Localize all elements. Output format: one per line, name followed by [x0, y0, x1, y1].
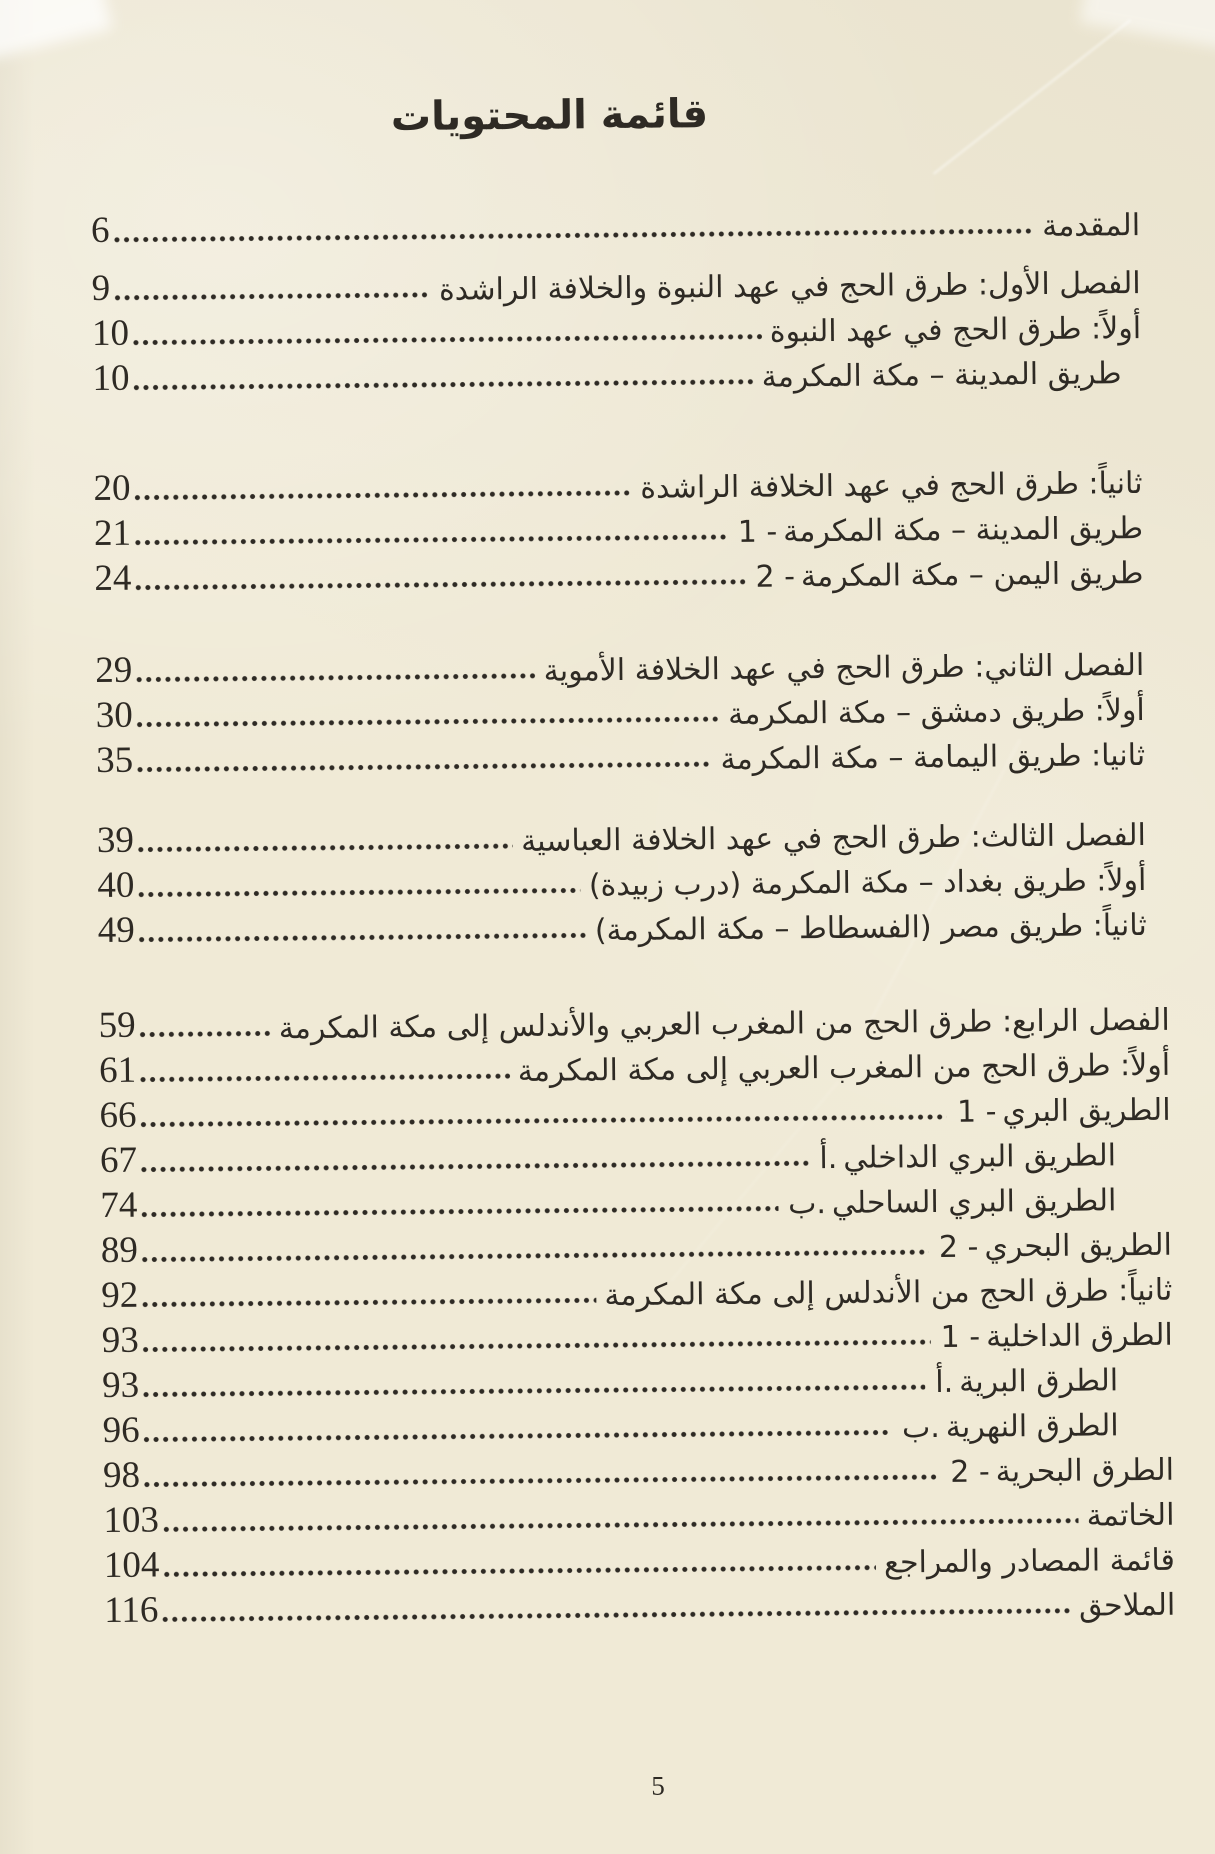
page-content [89, 0, 1176, 1854]
toc-entry [104, 1579, 1175, 1634]
toc-entry-page: 96 [102, 1409, 140, 1452]
toc-entry-page: 49 [97, 909, 135, 952]
toc-group [91, 199, 1140, 254]
toc-entry-page: 93 [101, 1319, 139, 1362]
toc-entry-title: طريق المدينة – مكة المكرمة [783, 510, 1144, 549]
dot-leader [136, 886, 581, 898]
dot-leader [137, 931, 587, 943]
dot-leader [112, 291, 431, 302]
toc-entry-title: الخاتمة [1086, 1497, 1175, 1534]
toc-entry-title: قائمة المصادر والمراجع [883, 1542, 1176, 1581]
toc-entry-page: 98 [102, 1454, 141, 1497]
toc-entry-title: الطريق البحري [984, 1227, 1173, 1265]
toc-entry-page: 10 [92, 357, 130, 400]
toc-entry-page: 61 [98, 1049, 137, 1092]
toc-entry-title: الطريق البري الساحلي [831, 1182, 1117, 1221]
toc-group [98, 994, 1175, 1634]
toc-entry-title: الفصل الأول: طرق الحج في عهد النبوة والخلافة الراشدة [438, 265, 1141, 308]
toc-entry-title: أولاً: طرق الحج من المغرب العربي إلى مكة المكرمة [517, 1047, 1171, 1089]
toc-entry-title: الطريق البري [1002, 1092, 1171, 1129]
dot-leader [133, 489, 633, 502]
toc-entry-page: 116 [104, 1589, 159, 1631]
table-of-contents [90, 199, 1176, 1634]
toc-entry-prefix: 1 - [956, 1093, 997, 1130]
dot-leader [133, 578, 745, 592]
toc-entry-page: 20 [93, 467, 131, 510]
dot-leader [140, 1296, 596, 1308]
toc-entry-prefix: ب. [787, 1185, 827, 1221]
toc-entry-prefix: أ. [935, 1364, 954, 1400]
toc-entry-page: 40 [97, 864, 135, 907]
toc-entry-page: 59 [98, 1004, 136, 1047]
toc-entry-page: 93 [101, 1364, 140, 1407]
dot-leader [142, 1473, 940, 1489]
toc-entry-title: ثانيا: طريق اليمامة – مكة المكرمة [720, 737, 1146, 777]
toc-entry-page: 89 [100, 1229, 139, 1272]
dot-leader [138, 1072, 510, 1084]
toc-entry-title: ثانياً: طرق الحج في عهد الخلافة الراشدة [640, 465, 1143, 506]
toc-entry-title: طريق اليمن – مكة المكرمة [800, 555, 1144, 594]
toc-entry-prefix: 1 - [940, 1319, 981, 1355]
toc-entry-page: 103 [103, 1499, 160, 1541]
dot-leader [135, 760, 712, 774]
dot-leader [141, 1338, 931, 1354]
toc-entry-prefix: 2 - [755, 558, 796, 595]
toc-entry-prefix: 2 - [938, 1229, 979, 1265]
dot-leader [131, 333, 762, 347]
toc-entry-title: الفصل الثاني: طرق الحج في عهد الخلافة الأموية [543, 647, 1145, 689]
dot-leader [132, 378, 754, 392]
toc-entry-title: ثانياً: طرق الحج من الأندلس إلى مكة المكرمة [604, 1272, 1173, 1313]
toc-entry [91, 199, 1140, 254]
dot-leader [140, 1248, 929, 1264]
toc-entry-title: المقدمة [1041, 207, 1141, 244]
toc-entry-title: الطريق البري الداخلي [843, 1137, 1117, 1176]
toc-entry-prefix: أ. [819, 1140, 838, 1176]
toc-entry-page: 74 [100, 1184, 138, 1227]
dot-leader [161, 1517, 1079, 1534]
toc-group [97, 809, 1147, 954]
dot-leader [142, 1428, 892, 1443]
page-title: قائمة المحتويات [390, 91, 709, 141]
toc-entry-page: 104 [103, 1544, 160, 1586]
dot-leader [161, 1564, 876, 1579]
toc-entry-page: 29 [95, 649, 133, 692]
toc-entry-page: 9 [91, 267, 111, 310]
dot-leader [112, 227, 1035, 244]
toc-entry [98, 899, 1147, 954]
toc-entry [92, 347, 1141, 402]
toc-entry-page: 21 [93, 512, 132, 555]
toc-entry-title: الملاحق [1078, 1587, 1176, 1624]
toc-entry-title: الفصل الرابع: طرق الحج من المغرب العربي والأندلس إلى مكة المكرمة [278, 1002, 1170, 1046]
toc-entry-page: 66 [99, 1094, 137, 1137]
toc-entry-prefix: 1 - [737, 513, 778, 550]
toc-entry-page: 6 [90, 209, 110, 252]
toc-entry-title: أولاً: طريق دمشق – مكة المكرمة [728, 692, 1145, 732]
toc-entry-prefix: 2 - [950, 1453, 990, 1490]
toc-group [95, 639, 1145, 784]
dot-leader [141, 1383, 925, 1399]
dot-leader [139, 1205, 778, 1219]
toc-entry-page: 35 [95, 739, 134, 782]
toc-entry-title: أولاً: طريق بغداد – مكة المكرمة (درب زبيدة) [588, 862, 1147, 903]
toc-group [93, 457, 1143, 602]
toc-entry-page: 67 [99, 1139, 138, 1182]
toc-entry-prefix: ب. [901, 1409, 940, 1445]
toc-entry-title: الطرق البحرية [995, 1452, 1175, 1489]
toc-entry-title: الطرق الداخلية [985, 1317, 1173, 1355]
dot-leader [135, 715, 721, 729]
dot-leader [133, 533, 728, 547]
dot-leader [138, 1029, 271, 1038]
toc-entry-title: الطرق البرية [959, 1362, 1119, 1400]
toc-entry-title: طريق المدينة – مكة المكرمة [761, 355, 1122, 395]
page-number: 5 [651, 1770, 665, 1801]
toc-entry-title: الطرق النهرية [945, 1407, 1119, 1445]
toc-entry-page: 92 [101, 1274, 139, 1317]
toc-entry-page: 30 [95, 694, 133, 737]
toc-entry [96, 729, 1145, 784]
dot-leader [134, 672, 535, 684]
dot-leader [161, 1607, 1072, 1624]
toc-entry [94, 547, 1143, 602]
toc-entry-title: أولاً: طرق الحج في عهد النبوة [769, 310, 1142, 350]
toc-group [91, 257, 1141, 402]
dot-leader [139, 1159, 809, 1173]
toc-entry-page: 10 [91, 312, 130, 355]
toc-entry-page: 24 [94, 557, 132, 600]
toc-entry-page: 39 [96, 819, 135, 862]
toc-entry-title: ثانياً: طريق مصر (الفسطاط – مكة المكرمة) [594, 907, 1147, 948]
toc-entry-title: الفصل الثالث: طرق الحج في عهد الخلافة العباسية [520, 817, 1147, 859]
dot-leader [136, 842, 513, 854]
dot-leader [139, 1113, 947, 1129]
